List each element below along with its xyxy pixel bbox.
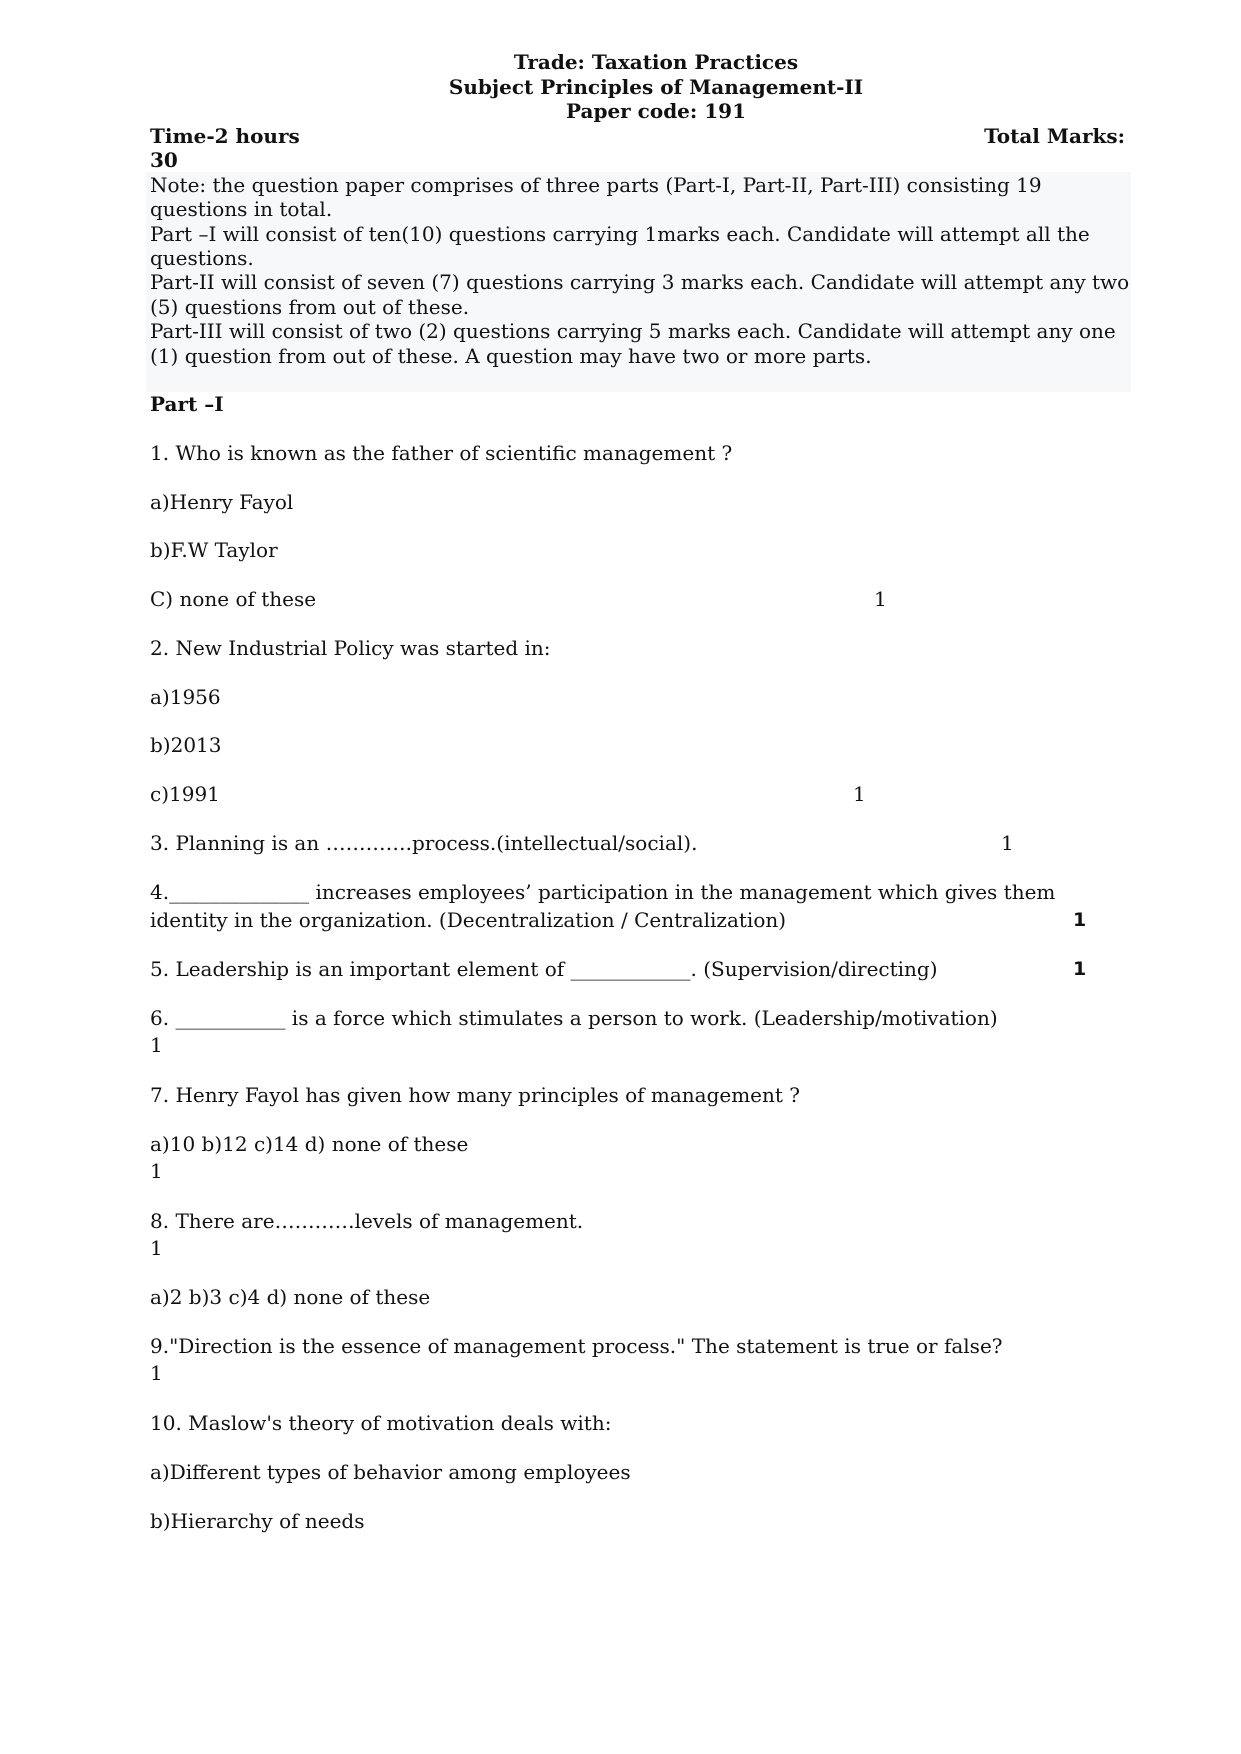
note-line: Part-III will consist of two (2) questions carrying 5 marks each. Candidate will attempt any one xyxy=(150,319,1116,343)
note-line: (5) questions from out of these. xyxy=(150,295,470,319)
total-marks-label: Total Marks: xyxy=(984,124,1125,148)
question-10: 10. Maslow's theory of motivation deals with: xyxy=(150,1411,612,1435)
question-8-mark: 1 xyxy=(150,1236,163,1260)
question-9-mark: 1 xyxy=(150,1361,163,1385)
option-a: a)Henry Fayol xyxy=(150,490,294,514)
option-b: b)Hierarchy of needs xyxy=(150,1509,365,1533)
question-4-line1: 4.______________ increases employees’ participation in the management which gives them xyxy=(150,880,1056,904)
question-3-mark: 1 xyxy=(1001,831,1014,855)
question-1: 1. Who is known as the father of scientific management ? xyxy=(150,441,733,465)
question-8-options: a)2 b)3 c)4 d) none of these xyxy=(150,1285,431,1309)
question-7: 7. Henry Fayol has given how many principles of management ? xyxy=(150,1083,800,1107)
note-line: (1) question from out of these. A question may have two or more parts. xyxy=(150,344,872,368)
option-b: b)F.W Taylor xyxy=(150,538,278,562)
question-4-mark: 1 xyxy=(1073,909,1087,931)
question-2: 2. New Industrial Policy was started in: xyxy=(150,636,551,660)
time-label: Time-2 hours xyxy=(150,124,300,148)
question-1-mark: 1 xyxy=(874,587,887,611)
note-line: Note: the question paper comprises of three parts (Part-I, Part-II, Part-III) consisting 19 xyxy=(150,173,1042,197)
paper-code: Paper code: 191 xyxy=(566,99,746,123)
question-4-line2: identity in the organization. (Decentralization / Centralization) xyxy=(150,908,787,932)
note-line: Part –I will consist of ten(10) questions carrying 1marks each. Candidate will attempt all the xyxy=(150,222,1090,246)
question-7-mark: 1 xyxy=(150,1159,163,1183)
question-3: 3. Planning is an ………….process.(intellectual/social). xyxy=(150,831,698,855)
option-b: b)2013 xyxy=(150,733,222,757)
option-a: a)Different types of behavior among employees xyxy=(150,1460,631,1484)
question-8: 8. There are…………levels of management. xyxy=(150,1209,584,1233)
option-c: c)1991 xyxy=(150,782,220,806)
question-7-options: a)10 b)12 c)14 d) none of these xyxy=(150,1132,469,1156)
question-9: 9."Direction is the essence of management process." The statement is true or false? xyxy=(150,1334,1003,1358)
note-line: Part-II will consist of seven (7) questions carrying 3 marks each. Candidate will attempt any two xyxy=(150,270,1130,294)
question-5-mark: 1 xyxy=(1073,958,1087,980)
trade-title: Trade: Taxation Practices xyxy=(513,50,799,74)
note-line: questions. xyxy=(150,246,254,270)
question-6: 6. ___________ is a force which stimulates a person to work. (Leadership/motivation) xyxy=(150,1006,998,1030)
question-2-mark: 1 xyxy=(853,782,866,806)
question-5: 5. Leadership is an important element of ____________. (Supervision/directing) xyxy=(150,957,938,981)
note-line: questions in total. xyxy=(150,197,333,221)
total-marks-value: 30 xyxy=(150,148,178,172)
option-a: a)1956 xyxy=(150,685,221,709)
subject-title: Subject Principles of Management-II xyxy=(448,75,864,99)
question-6-mark: 1 xyxy=(150,1033,163,1057)
option-c: C) none of these xyxy=(150,587,317,611)
part-heading: Part –I xyxy=(150,392,224,416)
